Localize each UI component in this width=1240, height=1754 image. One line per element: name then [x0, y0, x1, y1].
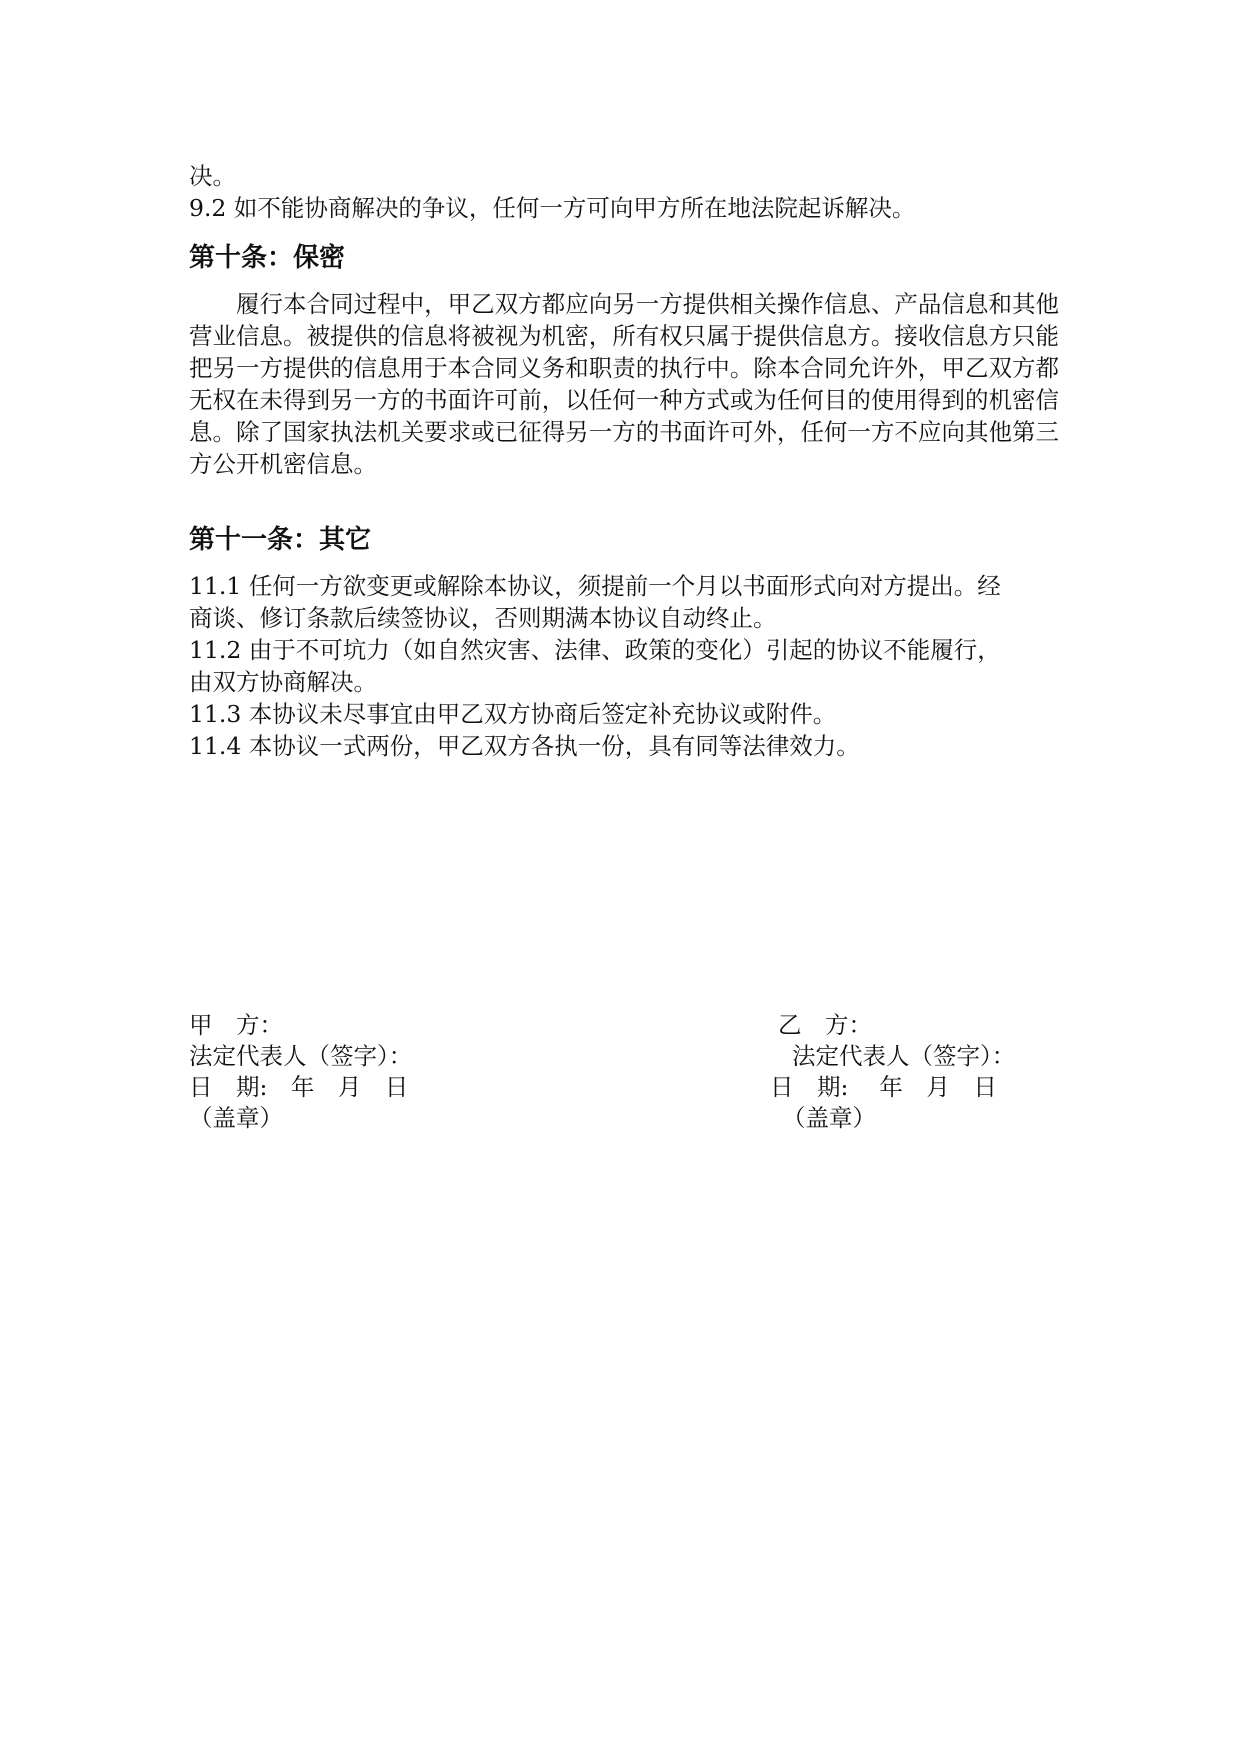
- clause-9-1-continuation: 决。: [189, 162, 236, 190]
- section-10-body: 履行本合同过程中，甲乙双方都应向另一方提供相关操作信息、产品信息和其他营业信息。被提供的信息将被视为机密，所有权只属于提供信息方。接收信息方只能把另一方提供的信息用于本合同义务和职责的执行中。除本合同允许外，甲乙双方都无权在未得到另一方的书面许可前，以任何一种方式或为任何目的使用得到的机密信息。除了国家执法机关要求或已征得另一方的书面许可外，任何一方不应向其他第三方公开机密信息。: [189, 290, 1059, 478]
- clause-11-4: 11.4 本协议一式两份，甲乙双方各执一份，具有同等法律效力。: [189, 732, 860, 760]
- signature-block-party-b: [770, 1010, 1015, 1134]
- party-a-seal: （盖章）: [189, 1104, 283, 1132]
- party-b-seal: （盖章）: [782, 1104, 876, 1132]
- clause-11-1-line-1: 11.1 任何一方欲变更或解除本协议，须提前一个月以书面形式向对方提出。经: [189, 572, 1001, 600]
- clause-11-2-line-1: 11.2 由于不可坑力（如自然灾害、法律、政策的变化）引起的协议不能履行，: [189, 636, 1001, 664]
- clause-11-1-line-2: 商谈、修订条款后续签协议，否则期满本协议自动终止。: [189, 604, 777, 632]
- party-a-label: 甲 方：: [189, 1011, 283, 1039]
- party-a-representative: 法定代表人（签字）：: [189, 1042, 413, 1070]
- signature-block-party-a: [189, 1010, 412, 1134]
- party-b-date: 日 期: 年 月 日: [770, 1073, 997, 1101]
- section-10-title: 第十条：保密: [189, 243, 346, 273]
- clause-11-3: 11.3 本协议未尽事宜由甲乙双方协商后签定补充协议或附件。: [189, 700, 837, 728]
- party-a-date: 日 期: 年 月 日: [189, 1073, 409, 1101]
- clause-11-2-line-2: 由双方协商解决。: [189, 668, 377, 696]
- clause-9-2: 9.2 如不能协商解决的争议，任何一方可向甲方所在地法院起诉解决。: [189, 194, 916, 222]
- section-11-title: 第十一条：其它: [189, 525, 372, 555]
- document-body: [189, 160, 1059, 762]
- party-b-label: 乙 方：: [778, 1011, 872, 1039]
- party-b-representative: 法定代表人（签字）：: [792, 1042, 1016, 1070]
